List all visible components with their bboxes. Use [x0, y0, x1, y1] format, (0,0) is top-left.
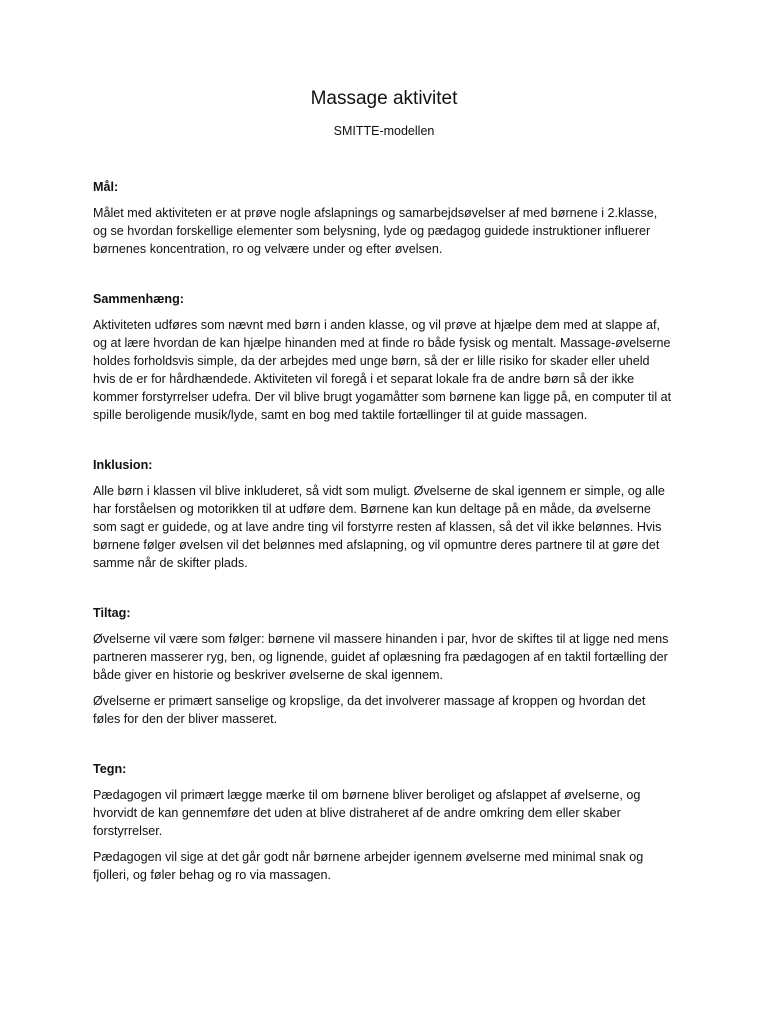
- section-inklusion: [93, 456, 673, 572]
- section-heading: Sammenhæng:: [93, 292, 184, 306]
- document-title: Massage aktivitet: [310, 88, 458, 109]
- section-heading: Mål:: [93, 180, 119, 194]
- section-heading: Inklusion:: [93, 458, 153, 472]
- section-heading: Tiltag:: [93, 606, 131, 620]
- section-paragraph: Pædagogen vil primært lægge mærke til om børnene bliver beroliget og afslappet af øvelserne, og hvorvidt de kan gennemføre det uden at blive distraheret af de andre omkring dem eller skaber forstyrrelser.: [93, 788, 641, 838]
- section-paragraph: Målet med aktiviteten er at prøve nogle afslapnings og samarbejdsøvelser af med børnene i 2.klasse, og se hvordan forskellige elementer som belysning, lyde og pædagog guidede instruktioner influerer børnenes koncentration, ro og velvære under og efter øvelsen.: [93, 206, 658, 256]
- section-sammenhaeng: [93, 290, 673, 424]
- section-maal: [93, 178, 673, 258]
- document-body: [93, 178, 673, 892]
- section-paragraph: Pædagogen vil sige at det går godt når børnene arbejder igennem øvelserne med minimal snak og fjolleri, og føler behag og ro via massagen.: [93, 850, 644, 882]
- section-tegn: [93, 760, 673, 884]
- section-paragraph: Aktiviteten udføres som nævnt med børn i anden klasse, og vil prøve at hjælpe dem med at slappe af, og at lære hvordan de kan hjælpe hinanden med at finde ro både fysisk og mentalt. Massage-øvelserne holdes forholdsvis simple, da der arbejdes med unge børn, så der er lille risiko for skader eller uheld hvis de er for hårdhændede. Aktiviteten vil foregå i et separat lokale fra de andre børn så der ikke kommer forstyrrelser udefra. Der vil blive brugt yogamåtter som børnene kan ligge på, en computer til at spille beroligende musik/lyde, samt en bog med taktile fortællinger til at guide massagen.: [93, 318, 672, 422]
- section-paragraph: Alle børn i klassen vil blive inkluderet, så vidt som muligt. Øvelserne de skal igennem er simple, og alle har forståelsen og motorikken til at udføre dem. Børnene kan kun deltage på en måde, da øvelserne som sagt er guidede, og at lave andre ting vil forstyrre resten af klassen, så det vil ikke belønnes. Hvis børnene følger øvelsen vil det belønnes med afslapning, og vil opmuntre deres partnere til at gøre det samme når de skifter plads.: [93, 484, 665, 570]
- section-heading: Tegn:: [93, 762, 127, 776]
- section-paragraph: Øvelserne vil være som følger: børnene vil massere hinanden i par, hvor de skiftes til at ligge ned mens partneren masserer ryg, ben, og lignende, guidet af oplæsning fra pædagogen af en taktil fortælling der både giver en historie og beskriver øvelserne de skal igennem.: [93, 632, 669, 682]
- section-paragraph: Øvelserne er primært sanselige og kropslige, da det involverer massage af kroppen og hvordan det føles for den der bliver masseret.: [93, 694, 646, 726]
- section-tiltag: [93, 604, 673, 728]
- document-subtitle: SMITTE-modellen: [333, 124, 435, 138]
